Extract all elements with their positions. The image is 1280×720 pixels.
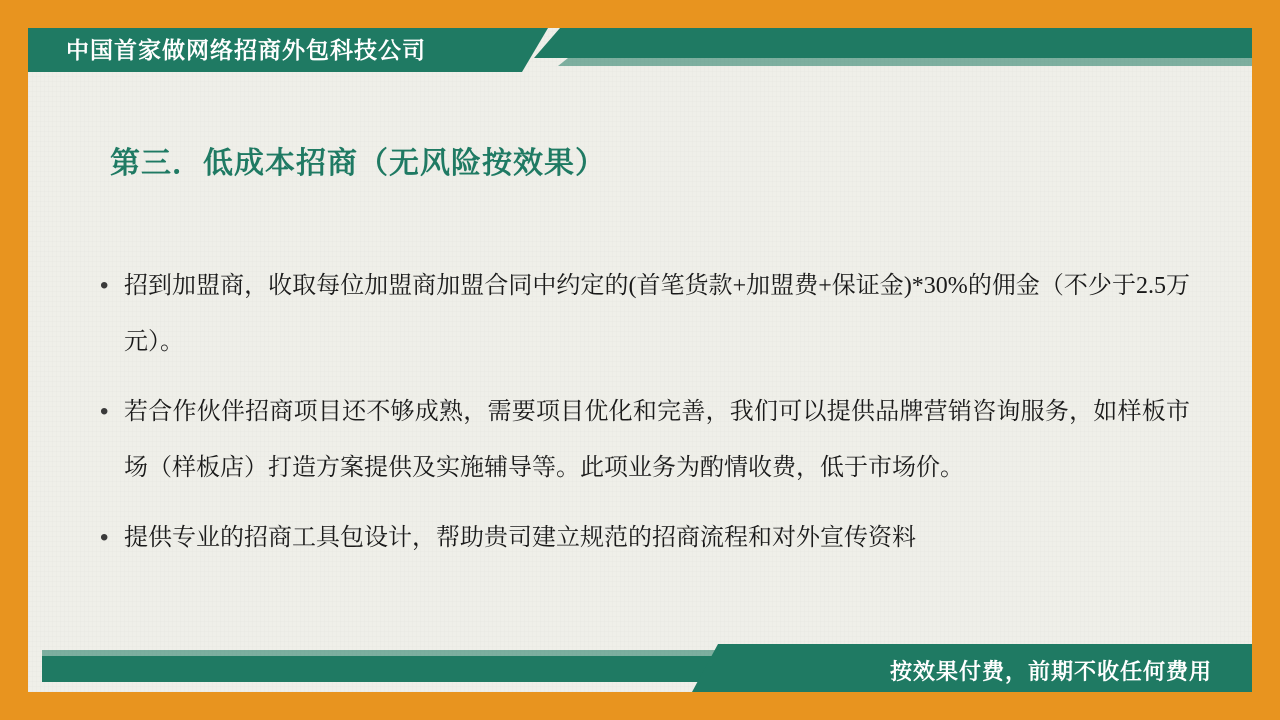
list-item-text: 招到加盟商，收取每位加盟商加盟合同中约定的(首笔货款+加盟费+保证金)*30%的佣金（不少于2.5万元）。 xyxy=(124,273,1190,355)
list-item-text: 若合作伙伴招商项目还不够成熟，需要项目优化和完善，我们可以提供品牌营销咨询服务，如样板市场（样板店）打造方案提供及实施辅导等。此项业务为酌情收费，低于市场价。 xyxy=(124,399,1190,481)
list-item xyxy=(100,510,1190,566)
footer-band xyxy=(28,644,1252,692)
bullet-list xyxy=(100,258,1190,580)
list-item xyxy=(100,384,1190,496)
bullet-marker-icon: • xyxy=(100,524,109,551)
bullet-marker-icon: • xyxy=(100,398,109,425)
list-item xyxy=(100,258,1190,370)
header-accent-bar xyxy=(534,28,1252,58)
page-title: 第三．低成本招商（无风险按效果） xyxy=(110,147,606,180)
company-tagline: 中国首家做网络招商外包科技公司 xyxy=(66,37,426,63)
list-item-text: 提供专业的招商工具包设计，帮助贵司建立规范的招商流程和对外宣传资料 xyxy=(124,525,916,551)
footer-accent-thin-bar xyxy=(42,650,732,657)
header-band xyxy=(28,28,1252,72)
footer-accent-bar xyxy=(42,656,758,682)
footer-slogan: 按效果付费，前期不收任何费用 xyxy=(889,659,1212,684)
header-accent-thin-bar xyxy=(558,58,1252,66)
bullet-marker-icon: • xyxy=(100,272,109,299)
